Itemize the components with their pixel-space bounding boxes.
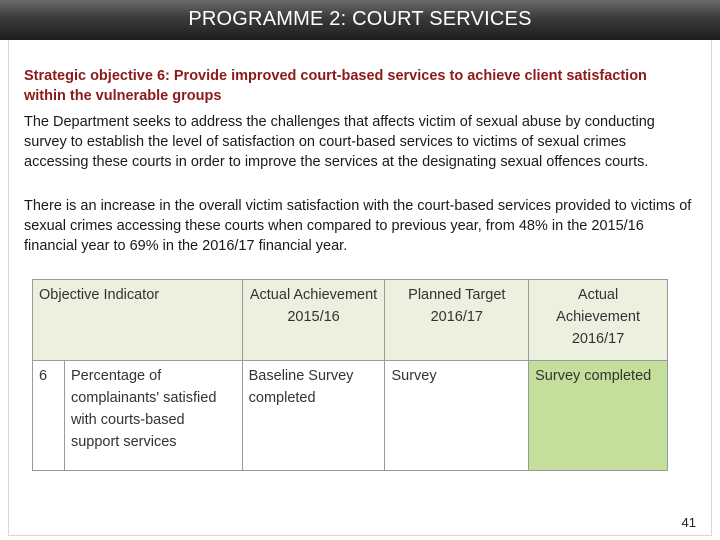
result-paragraph: There is an increase in the overall victim satisfaction with the court-based services provided to victims of sexual crimes accessing these courts when compared to previous year, from 48% in the 2015/16 financial year to 69% in the 2016/17 financial year.: [24, 198, 692, 254]
header-objective-indicator: Objective Indicator: [33, 280, 243, 361]
indicator-table: [32, 279, 668, 471]
intro-paragraph: The Department seeks to address the challenges that affects victim of sexual abuse by conducting survey to establish the level of satisfaction on court-based services to victims of sexual crimes accessing these courts in order to improve the services at the designating sexual offences courts.: [24, 114, 655, 170]
page-number: 41: [681, 515, 696, 530]
header-actual-2015-16: Actual Achievement 2015/16: [242, 280, 385, 361]
strategic-objective: Strategic objective 6: Provide improved court-based services to achieve client satisfaction within the vulnerable groups: [24, 68, 647, 104]
header-actual-2016-17: Actual Achievement 2016/17: [529, 280, 668, 361]
table-row: [33, 361, 668, 471]
table-header-row: [33, 280, 668, 361]
actual-2016-17-value: Survey completed: [529, 361, 668, 471]
planned-target-value: Survey: [385, 361, 529, 471]
indicator-number: 6: [33, 361, 65, 471]
actual-2015-16-value: Baseline Survey completed: [242, 361, 385, 471]
slide-header: [0, 0, 720, 40]
indicator-description: Percentage of complainants' satisfied with courts-based support services: [64, 361, 242, 471]
page-title: PROGRAMME 2: COURT SERVICES: [188, 8, 532, 30]
header-planned-target-2016-17: Planned Target 2016/17: [385, 280, 529, 361]
